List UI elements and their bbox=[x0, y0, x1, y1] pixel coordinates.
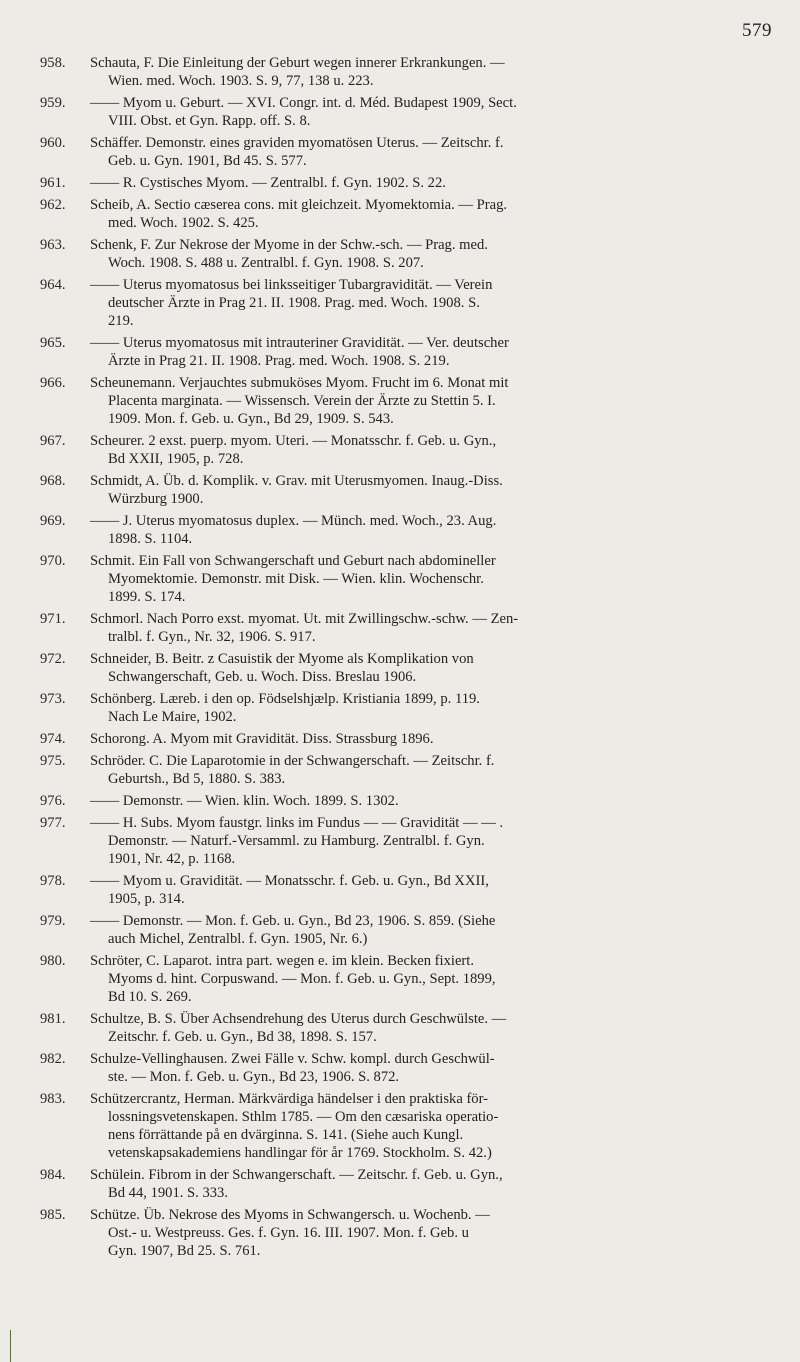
entry-line: 1901, Nr. 42, p. 1168. bbox=[108, 851, 236, 867]
entry-number: 963. bbox=[40, 237, 66, 253]
entry-text bbox=[90, 872, 764, 908]
entry-line: —— J. Uterus myomatosus duplex. — Münch. med. Woch., 23. Aug. bbox=[90, 513, 497, 529]
entry-number: 976. bbox=[40, 793, 66, 809]
entry-line: 1898. S. 1104. bbox=[108, 531, 193, 547]
entry-text bbox=[90, 552, 764, 606]
bibliography-entry bbox=[40, 1090, 764, 1162]
entry-line: Placenta marginata. — Wissensch. Verein der Ärzte zu Stettin 5. I. bbox=[108, 393, 496, 409]
entry-text bbox=[90, 1166, 764, 1202]
entry-line: Würzburg 1900. bbox=[108, 491, 204, 507]
entry-text bbox=[90, 752, 764, 788]
entry-number: 981. bbox=[40, 1011, 66, 1027]
entry-line: Schauta, F. Die Einleitung der Geburt wegen innerer Erkrankungen. — bbox=[90, 55, 505, 71]
entry-line: Scheib, A. Sectio cæserea cons. mit gleichzeit. Myomektomia. — Prag. bbox=[90, 197, 508, 213]
entry-line: Bd 44, 1901. S. 333. bbox=[108, 1185, 229, 1201]
entry-line: Geb. u. Gyn. 1901, Bd 45. S. 577. bbox=[108, 153, 307, 169]
bibliography-entry bbox=[40, 1166, 764, 1202]
entry-line: VIII. Obst. et Gyn. Rapp. off. S. 8. bbox=[108, 113, 311, 129]
entry-line: Schönberg. Læreb. i den op. Födselshjælp. Kristiania 1899, p. 119. bbox=[90, 691, 480, 707]
entry-number: 974. bbox=[40, 731, 66, 747]
bibliography-entry bbox=[40, 276, 764, 330]
entry-text bbox=[90, 374, 764, 428]
bibliography-entry bbox=[40, 650, 764, 686]
entry-text bbox=[90, 952, 764, 1006]
entry-line: Schäffer. Demonstr. eines graviden myomatösen Uterus. — Zeitschr. f. bbox=[90, 135, 504, 151]
entry-line: Schorong. A. Myom mit Gravidität. Diss. Strassburg 1896. bbox=[90, 731, 434, 747]
entry-line: Myoms d. hint. Corpuswand. — Mon. f. Geb. u. Gyn., Sept. 1899, bbox=[108, 971, 496, 987]
bibliography-entry bbox=[40, 94, 764, 130]
bibliography-entry bbox=[40, 1206, 764, 1260]
entry-number: 959. bbox=[40, 95, 66, 111]
entry-number: 969. bbox=[40, 513, 66, 529]
entry-line: —— Myom u. Geburt. — XVI. Congr. int. d. Méd. Budapest 1909, Sect. bbox=[90, 95, 517, 111]
entry-number: 973. bbox=[40, 691, 66, 707]
entry-number: 971. bbox=[40, 611, 66, 627]
bibliography-entry bbox=[40, 952, 764, 1006]
entry-number: 962. bbox=[40, 197, 66, 213]
entry-line: —— Myom u. Gravidität. — Monatsschr. f. Geb. u. Gyn., Bd XXII, bbox=[90, 873, 489, 889]
entry-line: Gyn. 1907, Bd 25. S. 761. bbox=[108, 1243, 261, 1259]
entry-line: Geburtsh., Bd 5, 1880. S. 383. bbox=[108, 771, 286, 787]
entry-text bbox=[90, 650, 764, 686]
entry-number: 980. bbox=[40, 953, 66, 969]
entry-line: Schützercrantz, Herman. Märkvärdiga händelser i den praktiska för- bbox=[90, 1091, 489, 1107]
bibliography-entry bbox=[40, 814, 764, 868]
entry-line: deutscher Ärzte in Prag 21. II. 1908. Prag. med. Woch. 1908. S. bbox=[108, 295, 480, 311]
bibliography-entry bbox=[40, 690, 764, 726]
entry-line: lossningsvetenskapen. Sthlm 1785. — Om den cæsariska operatio- bbox=[108, 1109, 499, 1125]
entry-line: Schulze-Vellinghausen. Zwei Fälle v. Schw. kompl. durch Geschwül- bbox=[90, 1051, 495, 1067]
entry-text bbox=[90, 814, 764, 868]
entry-number: 964. bbox=[40, 277, 66, 293]
entry-line: Demonstr. — Naturf.-Versamml. zu Hamburg. Zentralbl. f. Gyn. bbox=[108, 833, 485, 849]
entry-text bbox=[90, 912, 764, 948]
entry-number: 977. bbox=[40, 815, 66, 831]
entry-text bbox=[90, 334, 764, 370]
entry-line: Bd XXII, 1905, p. 728. bbox=[108, 451, 244, 467]
entry-text bbox=[90, 134, 764, 170]
entry-line: Myomektomie. Demonstr. mit Disk. — Wien. klin. Wochenschr. bbox=[108, 571, 484, 587]
entry-line: 1899. S. 174. bbox=[108, 589, 186, 605]
entry-text bbox=[90, 432, 764, 468]
entry-number: 961. bbox=[40, 175, 66, 191]
bibliography-entry bbox=[40, 1050, 764, 1086]
bibliography-entry bbox=[40, 196, 764, 232]
entry-line: Ärzte in Prag 21. II. 1908. Prag. med. Woch. 1908. S. 219. bbox=[108, 353, 450, 369]
entry-line: Zeitschr. f. Geb. u. Gyn., Bd 38, 1898. S. 157. bbox=[108, 1029, 377, 1045]
entry-text bbox=[90, 196, 764, 232]
bibliography-entry bbox=[40, 752, 764, 788]
bibliography-entry bbox=[40, 374, 764, 428]
entry-number: 960. bbox=[40, 135, 66, 151]
entry-text bbox=[90, 54, 764, 90]
bibliography-entry bbox=[40, 236, 764, 272]
bibliography-entry bbox=[40, 472, 764, 508]
bibliography-entry bbox=[40, 512, 764, 548]
entry-number: 975. bbox=[40, 753, 66, 769]
bibliography-entry bbox=[40, 872, 764, 908]
entry-line: 1909. Mon. f. Geb. u. Gyn., Bd 29, 1909. S. 543. bbox=[108, 411, 394, 427]
entry-line: Ost.- u. Westpreuss. Ges. f. Gyn. 16. III. 1907. Mon. f. Geb. u bbox=[108, 1225, 469, 1241]
entry-number: 972. bbox=[40, 651, 66, 667]
bibliography-entry bbox=[40, 730, 764, 748]
entry-number: 970. bbox=[40, 553, 66, 569]
entry-number: 982. bbox=[40, 1051, 66, 1067]
bibliography-entry bbox=[40, 552, 764, 606]
entry-line: med. Woch. 1902. S. 425. bbox=[108, 215, 259, 231]
entry-line: —— R. Cystisches Myom. — Zentralbl. f. Gyn. 1902. S. 22. bbox=[90, 175, 446, 191]
page-number: 579 bbox=[742, 20, 772, 41]
bibliography-entry bbox=[40, 174, 764, 192]
bibliography-list bbox=[40, 54, 764, 1264]
entry-text bbox=[90, 236, 764, 272]
entry-line: tralbl. f. Gyn., Nr. 32, 1906. S. 917. bbox=[108, 629, 316, 645]
bibliography-entry bbox=[40, 1010, 764, 1046]
entry-text bbox=[90, 730, 764, 748]
entry-number: 978. bbox=[40, 873, 66, 889]
margin-mark bbox=[10, 1330, 11, 1362]
entry-number: 958. bbox=[40, 55, 66, 71]
entry-line: Wien. med. Woch. 1903. S. 9, 77, 138 u. 223. bbox=[108, 73, 374, 89]
entry-line: Scheurer. 2 exst. puerp. myom. Uteri. — Monatsschr. f. Geb. u. Gyn., bbox=[90, 433, 497, 449]
entry-text bbox=[90, 610, 764, 646]
entry-number: 966. bbox=[40, 375, 66, 391]
entry-text bbox=[90, 1090, 764, 1162]
bibliography-entry bbox=[40, 912, 764, 948]
entry-line: Schülein. Fibrom in der Schwangerschaft. — Zeitschr. f. Geb. u. Gyn., bbox=[90, 1167, 503, 1183]
entry-number: 985. bbox=[40, 1207, 66, 1223]
entry-text bbox=[90, 174, 764, 192]
entry-text bbox=[90, 1206, 764, 1260]
entry-text bbox=[90, 512, 764, 548]
entry-line: Schmidt, A. Üb. d. Komplik. v. Grav. mit Uterusmyomen. Inaug.-Diss. bbox=[90, 473, 503, 489]
entry-line: Schröter, C. Laparot. intra part. wegen e. im klein. Becken fixiert. bbox=[90, 953, 474, 969]
entry-number: 984. bbox=[40, 1167, 66, 1183]
entry-line: Schneider, B. Beitr. z Casuistik der Myome als Komplikation von bbox=[90, 651, 474, 667]
bibliography-entry bbox=[40, 54, 764, 90]
entry-line: auch Michel, Zentralbl. f. Gyn. 1905, Nr. 6.) bbox=[108, 931, 368, 947]
entry-number: 983. bbox=[40, 1091, 66, 1107]
entry-line: —— Uterus myomatosus bei linksseitiger Tubargravidität. — Verein bbox=[90, 277, 493, 293]
entry-line: Woch. 1908. S. 488 u. Zentralbl. f. Gyn. 1908. S. 207. bbox=[108, 255, 424, 271]
entry-text bbox=[90, 690, 764, 726]
entry-text bbox=[90, 792, 764, 810]
entry-line: ste. — Mon. f. Geb. u. Gyn., Bd 23, 1906. S. 872. bbox=[108, 1069, 400, 1085]
entry-number: 965. bbox=[40, 335, 66, 351]
entry-line: Nach Le Maire, 1902. bbox=[108, 709, 237, 725]
entry-text bbox=[90, 94, 764, 130]
entry-line: Schmit. Ein Fall von Schwangerschaft und Geburt nach abdomineller bbox=[90, 553, 496, 569]
entry-line: Bd 10. S. 269. bbox=[108, 989, 192, 1005]
entry-line: Schenk, F. Zur Nekrose der Myome in der Schw.-sch. — Prag. med. bbox=[90, 237, 488, 253]
entry-text bbox=[90, 1050, 764, 1086]
entry-line: —— Uterus myomatosus mit intrauteriner Gravidität. — Ver. deutscher bbox=[90, 335, 509, 351]
entry-line: —— Demonstr. — Mon. f. Geb. u. Gyn., Bd 23, 1906. S. 859. (Siehe bbox=[90, 913, 496, 929]
entry-line: Schütze. Üb. Nekrose des Myoms in Schwangersch. u. Wochenb. — bbox=[90, 1207, 490, 1223]
entry-text bbox=[90, 276, 764, 330]
entry-number: 979. bbox=[40, 913, 66, 929]
entry-number: 967. bbox=[40, 433, 66, 449]
entry-line: —— H. Subs. Myom faustgr. links im Fundus — — Gravidität — — . bbox=[90, 815, 504, 831]
entry-text bbox=[90, 1010, 764, 1046]
entry-line: vetenskapsakademiens handlingar för år 1769. Stockholm. S. 42.) bbox=[108, 1145, 492, 1161]
bibliography-entry bbox=[40, 334, 764, 370]
bibliography-entry bbox=[40, 792, 764, 810]
bibliography-entry bbox=[40, 610, 764, 646]
entry-number: 968. bbox=[40, 473, 66, 489]
entry-line: 1905, p. 314. bbox=[108, 891, 185, 907]
bibliography-entry bbox=[40, 134, 764, 170]
entry-line: Schröder. C. Die Laparotomie in der Schwangerschaft. — Zeitschr. f. bbox=[90, 753, 495, 769]
entry-line: 219. bbox=[108, 313, 134, 329]
entry-text bbox=[90, 472, 764, 508]
entry-line: Scheunemann. Verjauchtes submuköses Myom. Frucht im 6. Monat mit bbox=[90, 375, 509, 391]
entry-line: Schmorl. Nach Porro exst. myomat. Ut. mit Zwillingschw.-schw. — Zen- bbox=[90, 611, 519, 627]
entry-line: Schwangerschaft, Geb. u. Woch. Diss. Breslau 1906. bbox=[108, 669, 417, 685]
entry-line: nens förrättande på en dvärginna. S. 141. (Siehe auch Kungl. bbox=[108, 1127, 464, 1143]
entry-line: Schultze, B. S. Über Achsendrehung des Uterus durch Geschwülste. — bbox=[90, 1011, 507, 1027]
entry-line: —— Demonstr. — Wien. klin. Woch. 1899. S. 1302. bbox=[90, 793, 399, 809]
bibliography-entry bbox=[40, 432, 764, 468]
